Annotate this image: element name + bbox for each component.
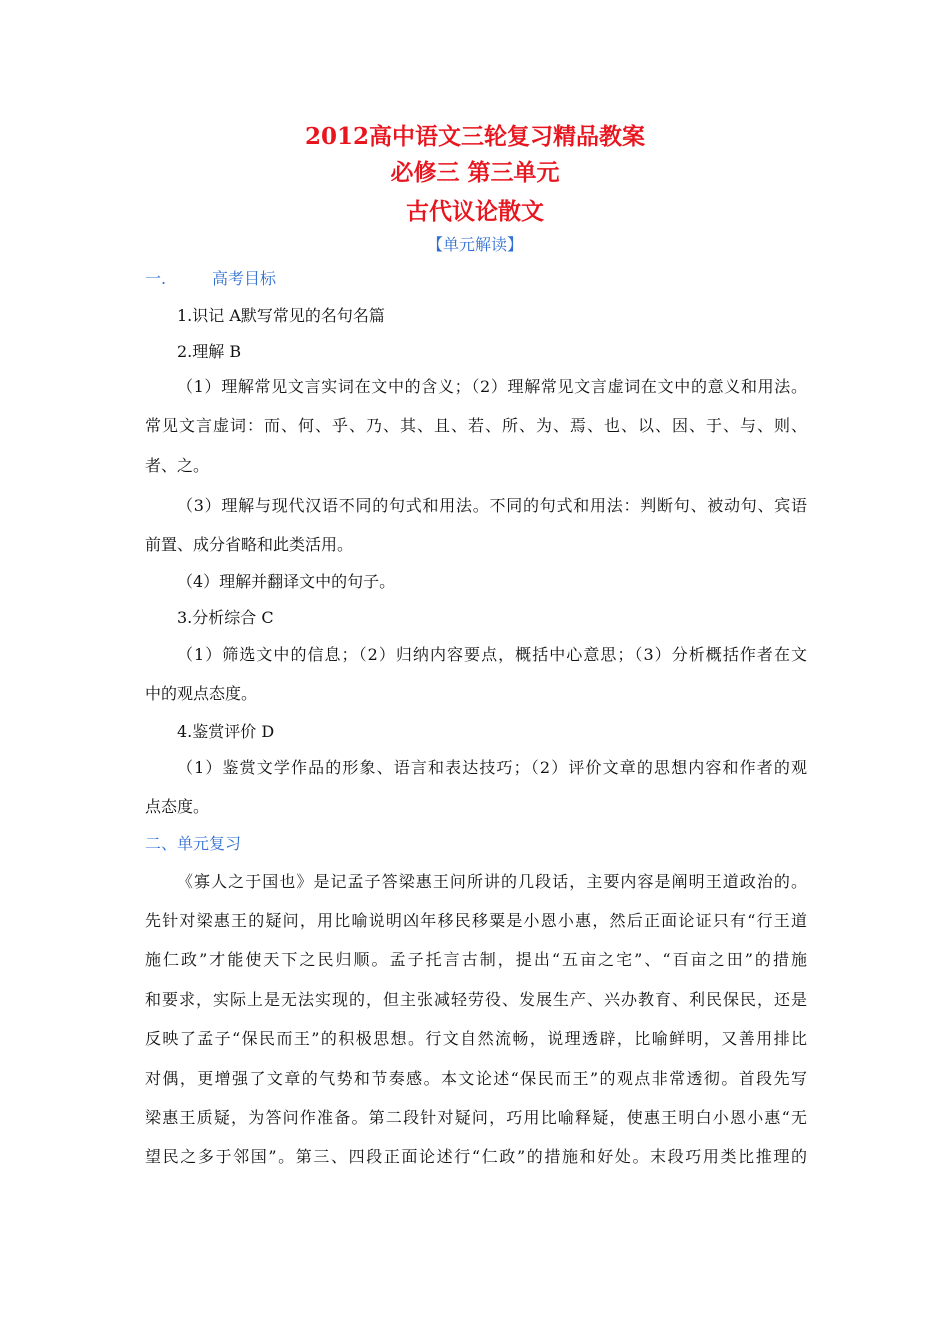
section-1-title: 高考目标 [212,269,277,288]
paragraph-line: 常见文言虚词：而、何、乎、乃、其、且、若、所、为、焉、也、以、因、于、与、则、 [145,416,807,435]
paragraph-line: 前置、成分省略和此类活用。 [145,535,354,554]
paragraph-line: 中的观点态度。 [145,684,258,703]
document-subtitle-topic: 古代议论散文 [406,198,544,225]
paragraph-line: （4）理解并翻译文中的句子。 [177,572,396,591]
paragraph-line: 3.分析综合 C [177,608,274,627]
paragraph-line: 点态度。 [145,797,210,816]
document-subtitle-module: 必修三 第三单元 [390,159,560,186]
paragraph-line: 施仁政”才能使天下之民归顺。孟子托言古制，提出“五亩之宅”、“百亩之田”的措施 [145,950,807,969]
paragraph-line: （3）理解与现代汉语不同的句式和用法。不同的句式和用法：判断句、被动句、宾语 [177,496,807,515]
document-title: 2012高中语文三轮复习精品教案 [304,123,645,150]
unit-reading-heading: 【单元解读】 [426,235,523,254]
paragraph-line: 望民之多于邻国”。第三、四段正面论述行“仁政”的措施和好处。末段巧用类比推理的 [145,1147,807,1166]
section-1-heading [145,268,276,290]
paragraph-line: （1）鉴赏文学作品的形象、语言和表达技巧；（2）评价文章的思想内容和作者的观 [177,758,807,777]
paragraph-line: 先针对梁惠王的疑问，用比喻说明凶年移民移粟是小恩小惠，然后正面论证只有“行王道 [145,911,807,930]
paragraph-line: 梁惠王质疑，为答问作准备。第二段针对疑问，巧用比喻释疑，使惠王明白小恩小惠“无 [145,1108,807,1127]
paragraph-line: （1）理解常见文言实词在文中的含义；（2）理解常见文言虚词在文中的意义和用法。 [177,377,807,396]
section-1-number: 一. [145,269,167,288]
paragraph-line: 《寡人之于国也》是记孟子答梁惠王问所讲的几段话，主要内容是阐明王道政治的。 [177,872,807,891]
paragraph-line: 对偶，更增强了文章的气势和节奏感。本文论述“保民而王”的观点非常透彻。首段先写 [145,1069,807,1088]
paragraph-line: 2.理解 B [177,342,242,361]
paragraph-line: 者、之。 [145,456,210,475]
paragraph-line: 4.鉴赏评价 D [177,722,275,741]
paragraph-line: 反映了孟子“保民而王”的积极思想。行文自然流畅，说理透辟，比喻鲜明，又善用排比 [145,1029,807,1048]
paragraph-line: 1.识记 A默写常见的名句名篇 [177,306,385,325]
paragraph-line: 和要求，实际上是无法实现的，但主张减轻劳役、发展生产、兴办教育、利民保民，还是 [145,990,807,1009]
section-2-heading: 二、单元复习 [145,834,242,853]
paragraph-line: （1）筛选文中的信息；（2）归纳内容要点，概括中心意思；（3）分析概括作者在文 [177,645,807,664]
